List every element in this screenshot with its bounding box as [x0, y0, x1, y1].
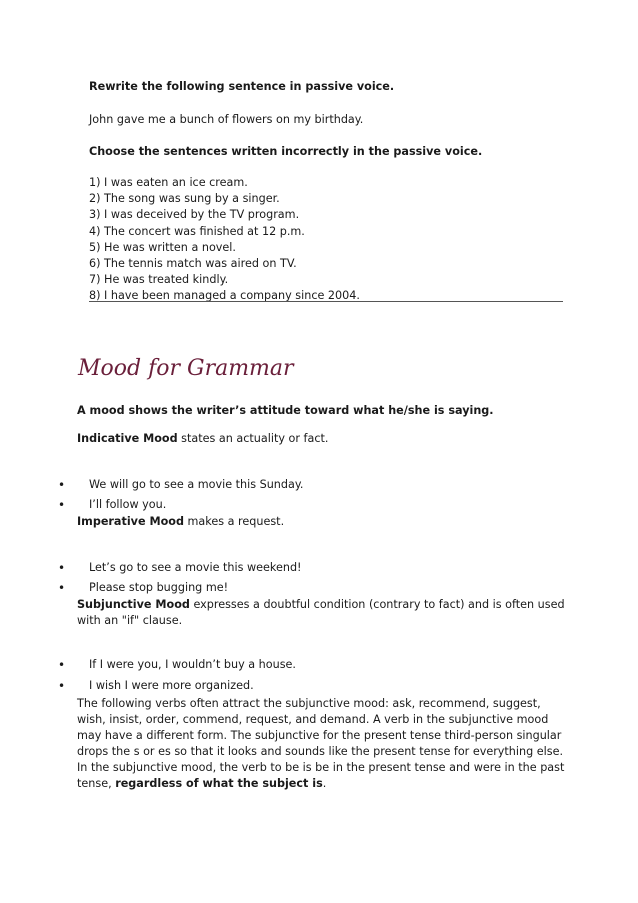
subjunctive-definition [77, 597, 567, 629]
exercise-items-list [89, 175, 360, 305]
imperative-definition [77, 514, 284, 530]
imperative-rest: makes a request. [183, 515, 285, 528]
intro-text: A mood shows the writer’s attitude toward what he/she is saying. [77, 404, 494, 417]
exercise-sentence: John gave me a bunch of flowers on my birthday. [89, 113, 364, 126]
bullet-icon: • [58, 679, 66, 693]
bullet-icon: • [58, 581, 66, 595]
closing-paragraph [77, 696, 567, 792]
list-item: 2) The song was sung by a singer. [89, 192, 280, 206]
indicative-definition [77, 431, 328, 447]
section-title: Mood for Grammar [78, 356, 294, 381]
list-item: We will go to see a movie this Sunday. [89, 478, 304, 491]
subjunctive-term: Subjunctive Mood [77, 598, 190, 611]
bullet-icon: • [58, 658, 66, 672]
list-item: 5) He was written a novel. [89, 240, 236, 254]
list-item: Please stop bugging me! [89, 581, 229, 594]
closing-bold: regardless of what the subject is [115, 777, 323, 790]
list-item: I’ll follow you. [89, 498, 167, 511]
subjunctive-rest: expresses a doubtful condition (contrary to fact) and is often used with an "if" clause. [77, 598, 565, 627]
divider-line [89, 301, 563, 302]
bullet-icon: • [58, 498, 66, 512]
list-item: I wish I were more organized. [89, 679, 254, 692]
closing-end: . [322, 777, 327, 790]
list-item: 4) The concert was finished at 12 p.m. [89, 224, 305, 238]
list-item: 1) I was eaten an ice cream. [89, 176, 248, 189]
list-item: Let’s go to see a movie this weekend! [89, 561, 302, 574]
list-item: 8) I have been managed a company since 2004. [89, 289, 360, 303]
bullet-icon: • [58, 478, 66, 492]
indicative-rest: states an actuality or fact. [177, 432, 329, 445]
closing-text: The following verbs often attract the subjunctive mood: ask, recommend, suggest, wish, insist, order, commend, request, and demand. A verb in the subjunctive mood may have a different form. The subjunctive for the present tense third-person singular drops the s or es so that it looks and sounds like the present tense for everything else. In the subjunctive mood, the verb to be is be in the present tense and were in the past tense, [77, 697, 565, 790]
exercise-prompt-2: Choose the sentences written incorrectly in the passive voice. [89, 145, 483, 158]
exercise-prompt-1: Rewrite the following sentence in passive voice. [89, 80, 395, 93]
indicative-term: Indicative Mood [77, 432, 178, 445]
list-item: If I were you, I wouldn’t buy a house. [89, 658, 296, 671]
list-item: 7) He was treated kindly. [89, 273, 229, 287]
list-item: 6) The tennis match was aired on TV. [89, 257, 297, 271]
bullet-icon: • [58, 561, 66, 575]
list-item: 3) I was deceived by the TV program. [89, 208, 300, 222]
imperative-term: Imperative Mood [77, 515, 184, 528]
